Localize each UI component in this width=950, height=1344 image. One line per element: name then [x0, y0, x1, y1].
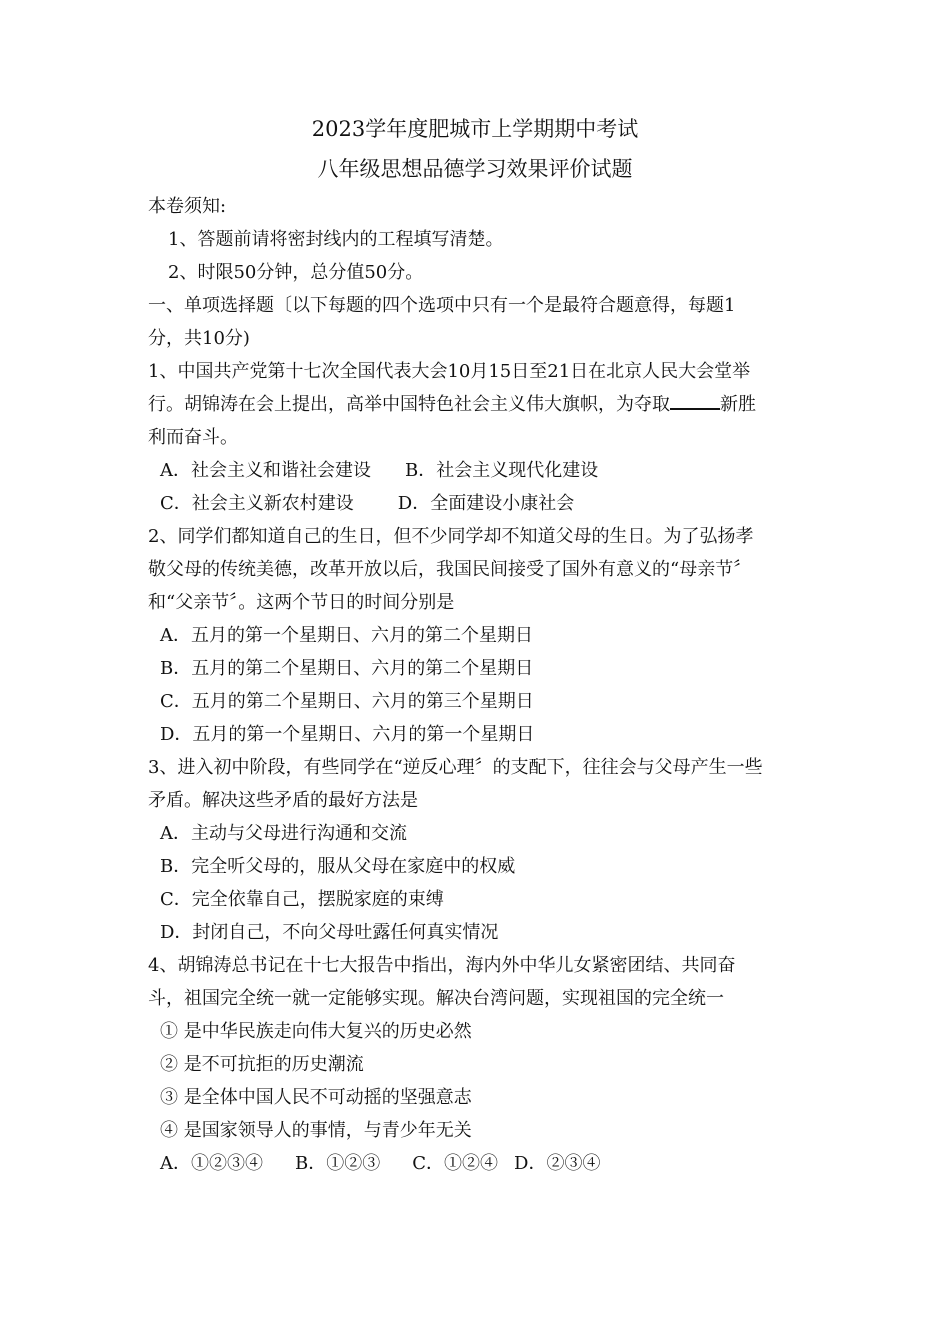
q1-options-row-2: [148, 487, 808, 520]
q1-stem-line-2: [148, 388, 808, 421]
notice-item-2: 2、时限50分钟，总分值50分。: [168, 262, 424, 283]
q4-option-b: B．①②③: [295, 1153, 381, 1174]
q3-option-d: D．封闭自己，不向父母吐露任何真实情况: [160, 922, 499, 943]
q3-stem-line-1: 3、进入初中阶段，有些同学在“逆反心理〞的支配下，往往会与父母产生一些: [148, 757, 763, 778]
notice-heading: 本卷须知:: [148, 196, 227, 217]
exam-subtitle: 八年级思想品德学习效果评价试题: [317, 157, 633, 181]
q4-option-a: A．①②③④: [160, 1153, 263, 1174]
q1-stem-line-3: 利而奋斗。: [148, 427, 238, 448]
q4-options-row: [148, 1147, 808, 1180]
q2-option-a: A．五月的第一个星期日、六月的第二个星期日: [160, 625, 533, 646]
q1-options-row-1: [148, 454, 808, 487]
q1-option-b: B．社会主义现代化建设: [405, 460, 599, 481]
q4-option-c: C．①②④: [412, 1153, 499, 1174]
section-heading-line-1: 一、单项选择题〔以下每题的四个选项中只有一个是最符合题意得，每题1: [148, 295, 736, 316]
q2-option-b: B．五月的第二个星期日、六月的第二个星期日: [160, 658, 534, 679]
notice-item-1: 1、答题前请将密封线内的工程填写清楚。: [168, 229, 504, 250]
q4-statement-4: ④ 是国家领导人的事情，与青少年无关: [160, 1120, 472, 1141]
q4-stem-line-2: 斗，祖国完全统一就一定能够实现。解决台湾问题，实现祖国的完全统一: [148, 988, 724, 1009]
q4-stem-line-1: 4、胡锦涛总书记在十七大报告中指出，海内外中华儿女紧密团结、共同奋: [148, 955, 736, 976]
q2-option-c: C．五月的第二个星期日、六月的第三个星期日: [160, 691, 534, 712]
q1-option-d: D．全面建设小康社会: [397, 493, 575, 514]
section-heading-line-2: 分，共10分): [148, 328, 250, 349]
q3-option-c: C．完全依靠自己，摆脱家庭的束缚: [160, 889, 444, 910]
q3-option-a: A．主动与父母进行沟通和交流: [160, 823, 407, 844]
q1-stem-text-end: 新胜: [720, 394, 756, 415]
q3-option-b: B．完全听父母的，服从父母在家庭中的权威: [160, 856, 516, 877]
q1-stem-text: 行。胡锦涛在会上提出，高举中国特色社会主义伟大旗帜，为夺取: [148, 394, 670, 415]
q1-option-c: C．社会主义新农村建设: [160, 493, 354, 514]
q4-option-d: D．②③④: [514, 1153, 601, 1174]
q2-stem-line-1: 2、同学们都知道自己的生日，但不少同学却不知道父母的生日。为了弘扬孝: [148, 526, 754, 547]
q4-statement-3: ③ 是全体中国人民不可动摇的坚强意志: [160, 1087, 472, 1108]
q4-statement-2: ② 是不可抗拒的历史潮流: [160, 1054, 364, 1075]
exam-content: [148, 190, 808, 1180]
q2-stem-line-2: 敬父母的传统美德，改革开放以后，我国民间接受了国外有意义的“母亲节〞: [148, 559, 752, 580]
q2-option-d: D．五月的第一个星期日、六月的第一个星期日: [160, 724, 535, 745]
q2-stem-line-3: 和“父亲节〞。这两个节日的时间分别是: [148, 592, 455, 613]
q1-answer-blank: [670, 389, 720, 410]
exam-title: 2023学年度肥城市上学期期中考试: [311, 117, 639, 141]
q1-stem-line-1: 1、中国共产党第十七次全国代表大会10月15日至21日在北京人民大会堂举: [148, 361, 751, 382]
q3-stem-line-2: 矛盾。解决这些矛盾的最好方法是: [148, 790, 418, 811]
q4-statement-1: ① 是中华民族走向伟大复兴的历史必然: [160, 1021, 472, 1042]
q1-option-a: A．社会主义和谐社会建设: [160, 460, 371, 481]
